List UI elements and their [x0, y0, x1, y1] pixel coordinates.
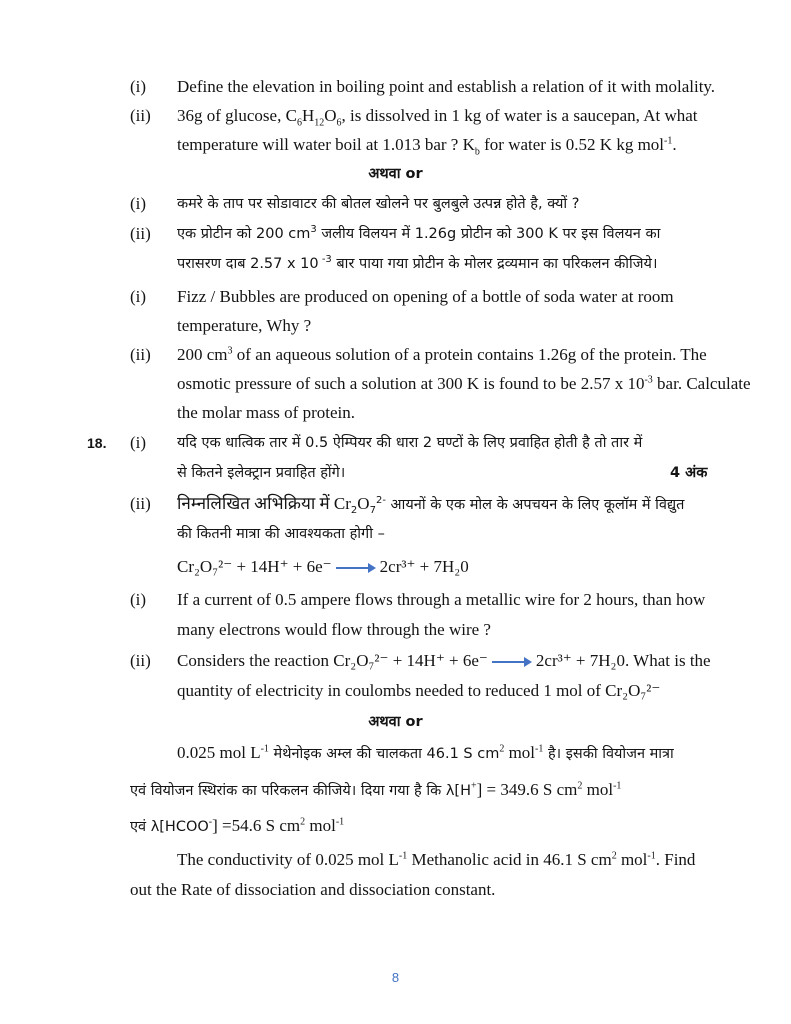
page-number: 8 [391, 970, 400, 985]
item-label: (i) [130, 287, 147, 306]
question-text: 36g of glucose, $C_6H_{12}O_6$, is dissolved in 1 kg of water is a saucepan, At what [177, 106, 698, 129]
item-label: (ii) [130, 651, 151, 670]
or-separator: अथवा or [368, 714, 423, 730]
question-text: temperature, Why ? [177, 316, 312, 335]
alt-hi-line-2: एवं वियोजन स्थिरांक का परिकलन कीजिये। दिया गया है कि λ[H+] = 349.6 S $cm^2$ mol$^{-1}$ [130, 780, 622, 799]
question-text: Fizz / Bubbles are produced on opening of a bottle of soda water at room [177, 287, 674, 306]
item-label: (ii) [130, 106, 151, 125]
item-label: (i) [130, 194, 147, 213]
item-label: (i) [130, 433, 147, 452]
question-text: many electrons would flow through the wire ? [177, 620, 491, 639]
alt-hi-line-3: एवं λ[HCOO-] =54.6 S $cm^2$ mol$^{-1}$ [130, 816, 345, 835]
question-text: परासरण दाब 2.57 x 10 $^{-3}$ बार पाया गया प्रोटीन के मोलर द्रव्यमान का परिकलन कीजिये। [177, 254, 658, 272]
reaction-arrow-icon [336, 563, 376, 573]
question-number: 18. [87, 435, 107, 451]
item-label: (ii) [130, 224, 151, 243]
equation [177, 556, 469, 578]
question-text: की कितनी मात्रा की आवश्यकता होगी – [177, 526, 385, 542]
item-label: (i) [130, 77, 147, 96]
question-text: osmotic pressure of such a solution at 300 K is found to be 2.57 x $10^{-3}$ bar. Calculate [177, 374, 751, 393]
question-text: temperature will water boil at 1.013 bar ? $K_b$ for water is 0.52 K kg mol$^{-1}$. [177, 135, 677, 158]
question-text: Considers the reaction Cr₂O₇²⁻ + 14H⁺ + 6e⁻ 2cr³⁺ + 7H₂0. What is the [177, 651, 711, 670]
or-separator: अथवा or [368, 166, 423, 182]
item-label: (i) [130, 590, 147, 609]
alt-hi-line-1: 0.025 mol $L^{-1}$ मेथेनोइक अम्ल की चालकता 46.1 S $cm^2$ mol$^{-1}$ है। इसकी वियोजन मात्रा [177, 743, 674, 762]
question-text: कमरे के ताप पर सोडावाटर की बोतल खोलने पर बुलबुले उत्पन्न होते है, क्यों ? [177, 196, 580, 212]
question-text: यदि एक धात्विक तार में 0.5 ऐम्पियर की धारा 2 घण्टों के लिए प्रवाहित होती है तो तार में [177, 435, 643, 451]
question-text: Define the elevation in boiling point and establish a relation of it with molality. [177, 77, 716, 96]
question-text: quantity of electricity in coulombs needed to reduced 1 mol of Cr₂O₇²⁻ [177, 681, 661, 700]
question-text: से कितने इलेक्ट्रान प्रवाहित होंगे। [177, 465, 346, 481]
question-text: 200 $cm^3$ of an aqueous solution of a protein contains 1.26g of the protein. The [177, 345, 707, 364]
question-text: निम्नलिखित अभिक्रिया में $Cr_2O_7^{2-}$ आयनों के एक मोल के अपचयन के लिए कूलॉम में विद्युत [177, 494, 685, 516]
question-text: the molar mass of protein. [177, 403, 355, 422]
question-text: एक प्रोटीन को 200 $cm^3$ जलीय विलयन में 1.26g प्रोटीन को 300 K पर इस विलयन का [177, 224, 661, 242]
alt-en-line-1: The conductivity of 0.025 mol $L^{-1}$ Methanolic acid in 46.1 S $cm^2$ mol$^{-1}$. Find [177, 850, 696, 869]
question-text: If a current of 0.5 ampere flows through a metallic wire for 2 hours, than how [177, 590, 706, 609]
equation-rhs: 2cr³⁺ + 7H₂0 [379, 557, 469, 576]
item-label: (ii) [130, 494, 151, 513]
equation-lhs: Cr₂O₇²⁻ + 14H⁺ + 6e⁻ [177, 557, 332, 576]
item-label: (ii) [130, 345, 151, 364]
alt-en-line-2: out the Rate of dissociation and dissociation constant. [130, 880, 496, 899]
reaction-arrow-icon [492, 657, 532, 667]
